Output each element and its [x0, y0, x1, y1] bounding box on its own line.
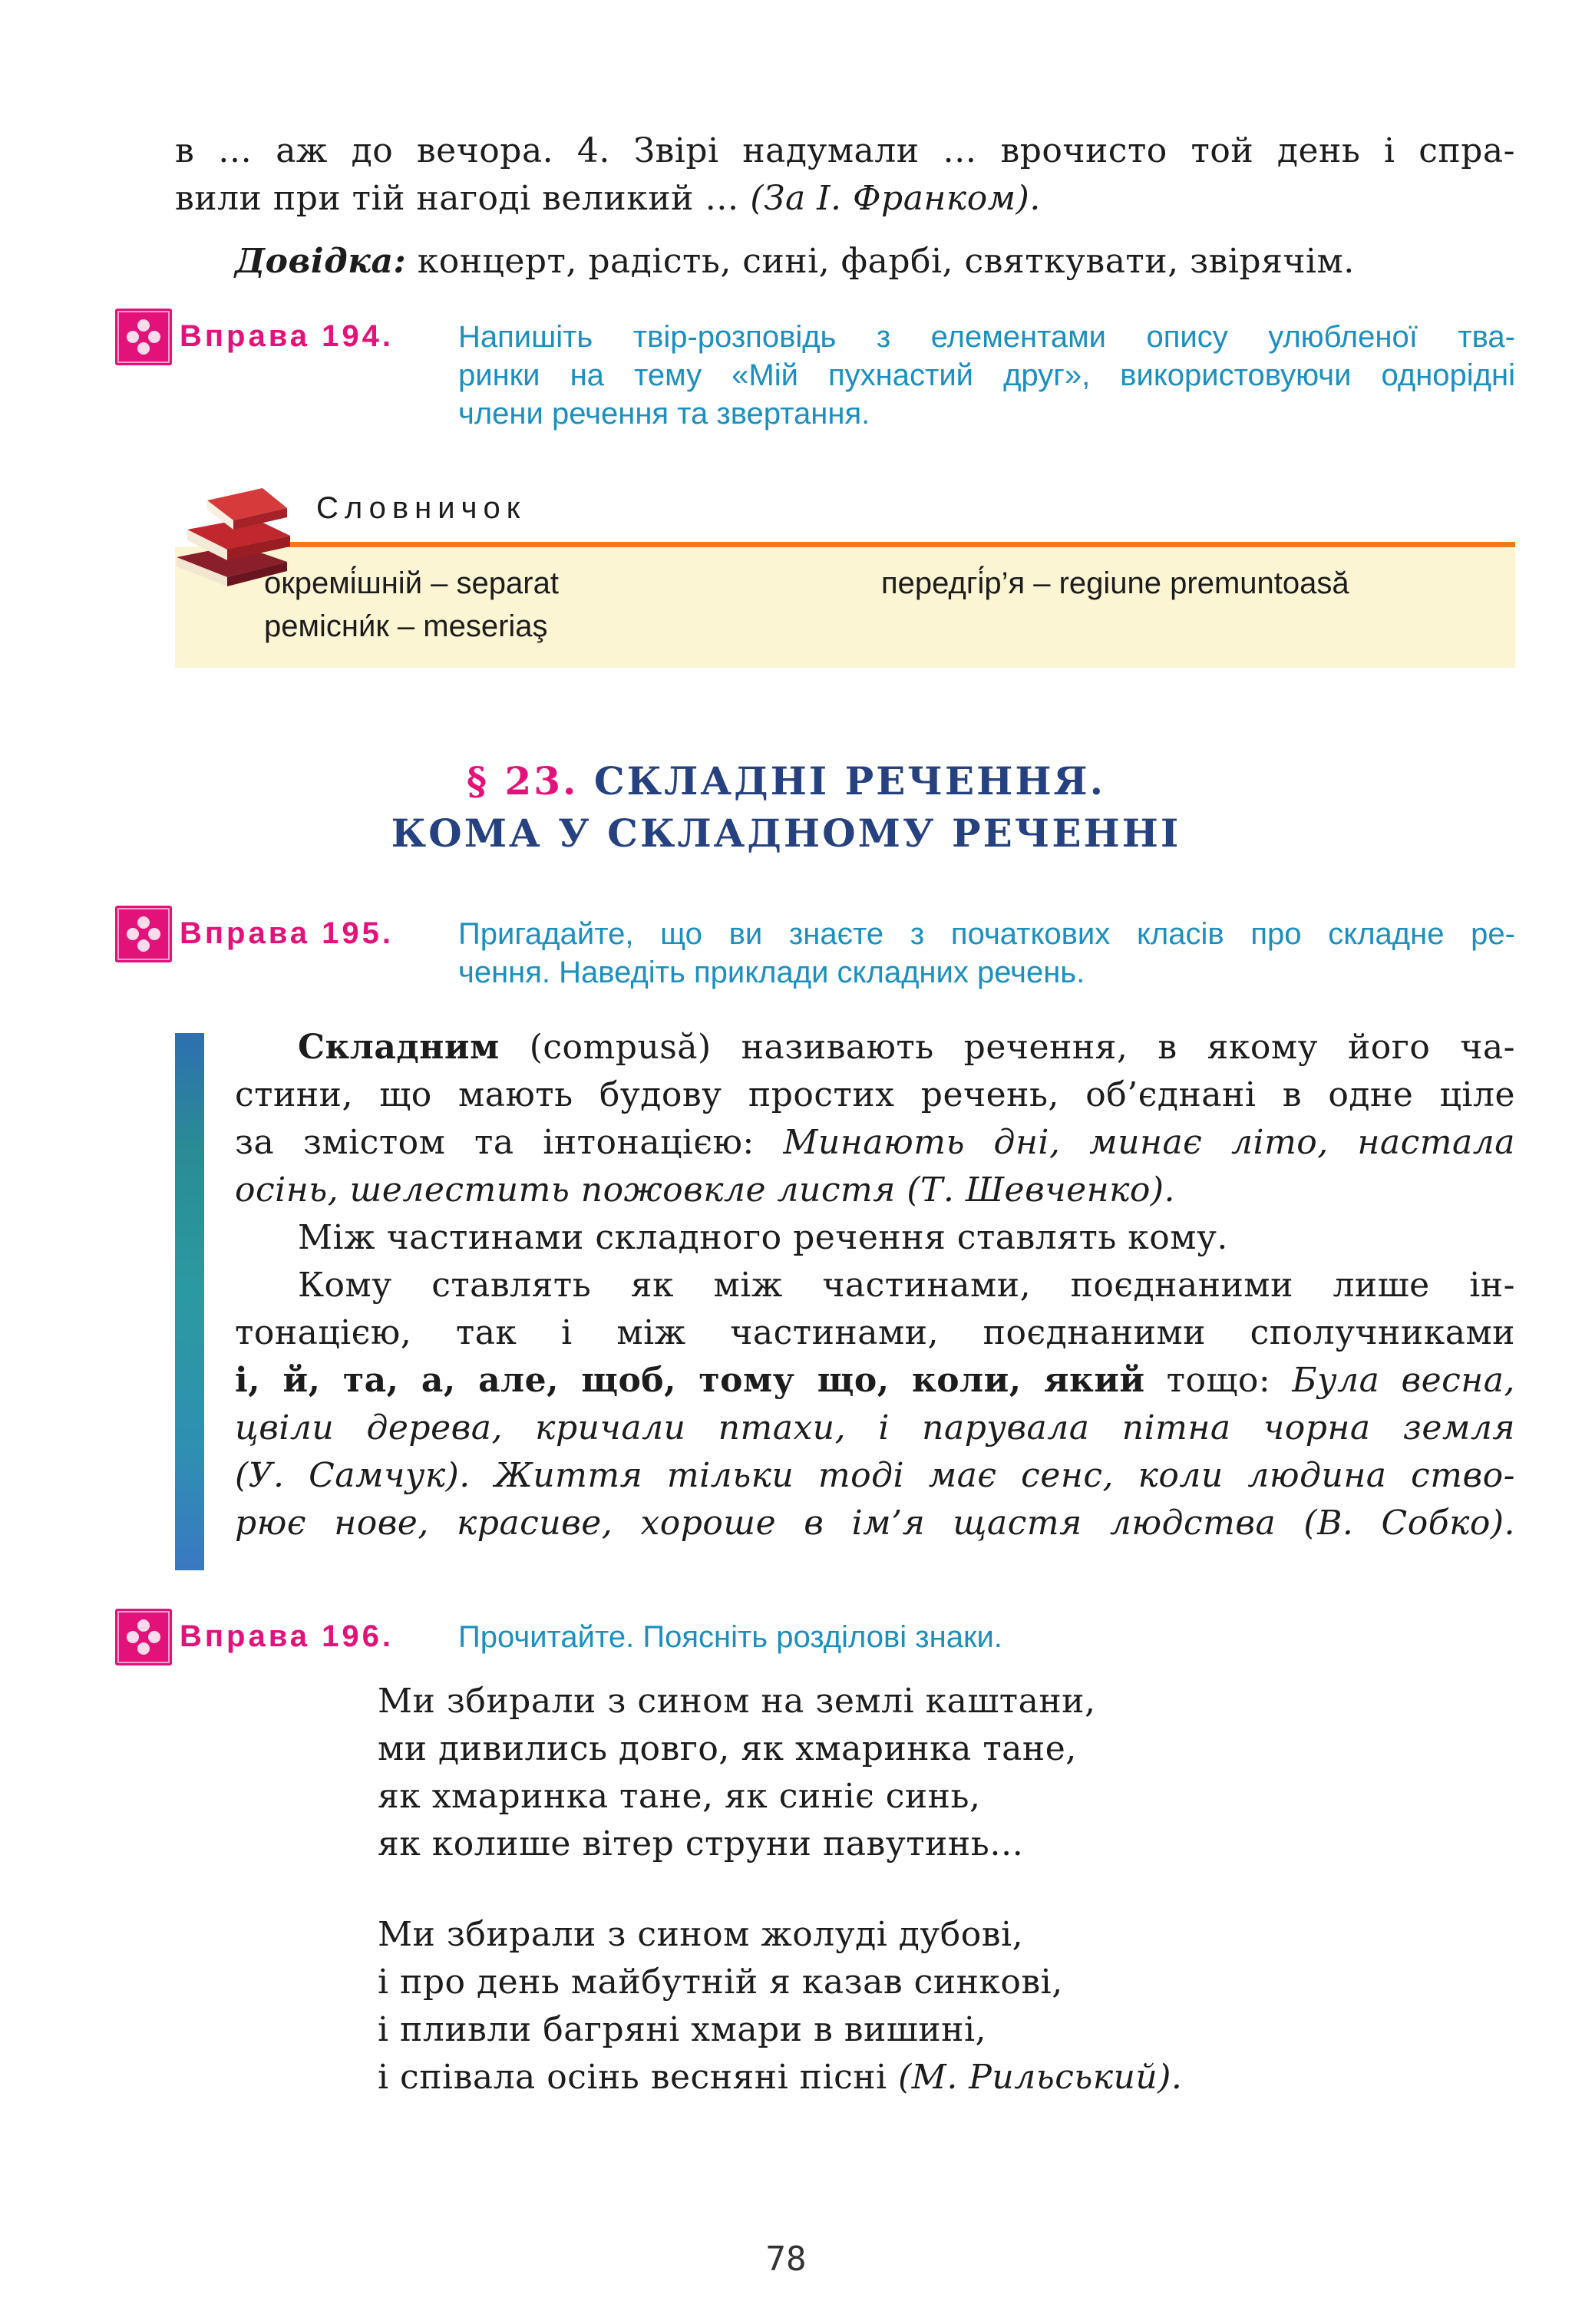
exercise-195-text — [458, 915, 1515, 992]
section-number: § 23. — [466, 758, 579, 804]
dictionary-entry-2: ремісни́к – meseriaş — [264, 609, 548, 643]
poem-line: як колише вітер струни павутинь… — [378, 1824, 1024, 1863]
rule-line-3-example: Минають дні, минає літо, настала — [783, 1123, 1515, 1162]
exercise-195-label: Вправа 195. — [180, 916, 394, 950]
poem-line: ми дивились довго, як хмаринка тане, — [378, 1729, 1077, 1768]
exercise-194-flower-icon — [115, 309, 172, 365]
top-text-line-1: в … аж до вечора. 4. Звірі надумали … врочисто той день і спра- — [175, 131, 1515, 170]
exercise-196-text: Прочитайте. Поясніть розділові знаки. — [458, 1620, 1002, 1654]
rule-line-4: осінь, шелестить пожовкле листя (Т. Шевченко). — [235, 1170, 1176, 1210]
reference-label: Довідка: — [235, 242, 407, 281]
dictionary-rule — [230, 542, 1515, 547]
poem-line — [378, 2054, 1182, 2101]
rule-text — [235, 1024, 1515, 1547]
poem-stanza-2 — [378, 1911, 1182, 2101]
dictionary-title: Словничок — [316, 491, 527, 525]
exercise-194-line-1: Напишіть твір-розповідь з елементами опису улюбленої тва- — [458, 320, 1515, 354]
exercise-194-label: Вправа 194. — [180, 319, 394, 353]
rule-line-10: (У. Самчук). Життя тільки тоді має сенс, коли людина ство- — [235, 1456, 1515, 1495]
poem-stanza-1 — [378, 1678, 1096, 1868]
rule-side-bar — [175, 1033, 204, 1570]
section-title-line-1 — [0, 758, 1572, 804]
rule-line-8-plain: тощо: — [1144, 1361, 1293, 1400]
rule-conjunctions: і, й, та, а, але, щоб, тому що, коли, який — [235, 1361, 1145, 1400]
rule-line-9: цвіли дерева, кричали птахи, і парувала пітна чорна земля — [235, 1408, 1515, 1448]
dictionary-entry-3: передгі́р’я – regiune premuntoasă — [881, 566, 1349, 600]
top-text-line-2 — [175, 175, 1515, 223]
exercise-194-line-3: члени речення та звертання. — [458, 397, 870, 431]
section-title-1: СКЛАДНІ РЕЧЕННЯ. — [593, 758, 1106, 804]
poem-line: Ми збирали з сином на землі каштани, — [378, 1682, 1096, 1721]
exercise-194-text — [458, 318, 1515, 433]
top-text-line-2-plain: вили при тій нагоді великий … — [175, 179, 751, 218]
rule-line-8 — [235, 1357, 1515, 1405]
rule-line-6: Кому ставлять як між частинами, поєднаними лише ін- — [298, 1266, 1515, 1305]
poem-line: як хмаринка тане, як синіє синь, — [378, 1777, 981, 1816]
exercise-196-label: Вправа 196. — [180, 1619, 394, 1653]
dictionary-entry-1: окремі́шній – separat — [264, 566, 559, 600]
reference-text: концерт, радість, сині, фарбі, святкувати, звірячім. — [406, 242, 1355, 281]
rule-line-11: рює нове, красиве, хороше в ім’я щастя людства (В. Собко). — [235, 1504, 1515, 1543]
rule-line-3 — [235, 1119, 1515, 1167]
rule-line-5: Між частинами складного речення ставлять кому. — [298, 1218, 1228, 1257]
section-title-line-2: КОМА У СКЛАДНОМУ РЕЧЕННІ — [391, 810, 1181, 856]
reference-line — [235, 238, 1515, 286]
poem-line: і пливли багряні хмари в вишині, — [378, 2010, 987, 2049]
top-source: (За І. Франком). — [750, 179, 1041, 218]
dictionary-box — [175, 546, 1515, 668]
rule-line-1 — [235, 1024, 1515, 1071]
exercise-196-flower-icon — [115, 1609, 172, 1665]
exercise-195-flower-icon — [115, 906, 172, 962]
exercise-194-line-2: ринки на тему «Мій пухнастий друг», використовуючи однорідні — [458, 358, 1515, 392]
rule-term: Складним — [298, 1028, 500, 1067]
rule-line-1-rest: (compusă) називають речення, в якому його ча- — [499, 1028, 1515, 1067]
poem-last-line-text: і співала осінь весняні пісні — [378, 2058, 899, 2097]
rule-line-7: тонацією, так і між частинами, поєднаними сполучниками — [235, 1313, 1515, 1352]
page-number: 78 — [765, 2240, 807, 2279]
rule-line-3-plain: за змістом та інтонацією: — [235, 1123, 784, 1162]
poem-line: і про день майбутній я казав синкові, — [378, 1963, 1063, 2002]
exercise-195-line-1: Пригадайте, що ви знаєте з початкових класів про складне ре- — [458, 917, 1515, 951]
rule-line-8-example: Була весна, — [1292, 1361, 1515, 1400]
rule-line-2: стини, що мають будову простих речень, об’єднані в одне ціле — [235, 1075, 1515, 1114]
poem-author: (М. Рильський). — [898, 2058, 1183, 2097]
poem-line: Ми збирали з сином жолуді дубові, — [378, 1915, 1024, 1954]
exercise-195-line-2: чення. Наведіть приклади складних речень. — [458, 956, 1085, 989]
